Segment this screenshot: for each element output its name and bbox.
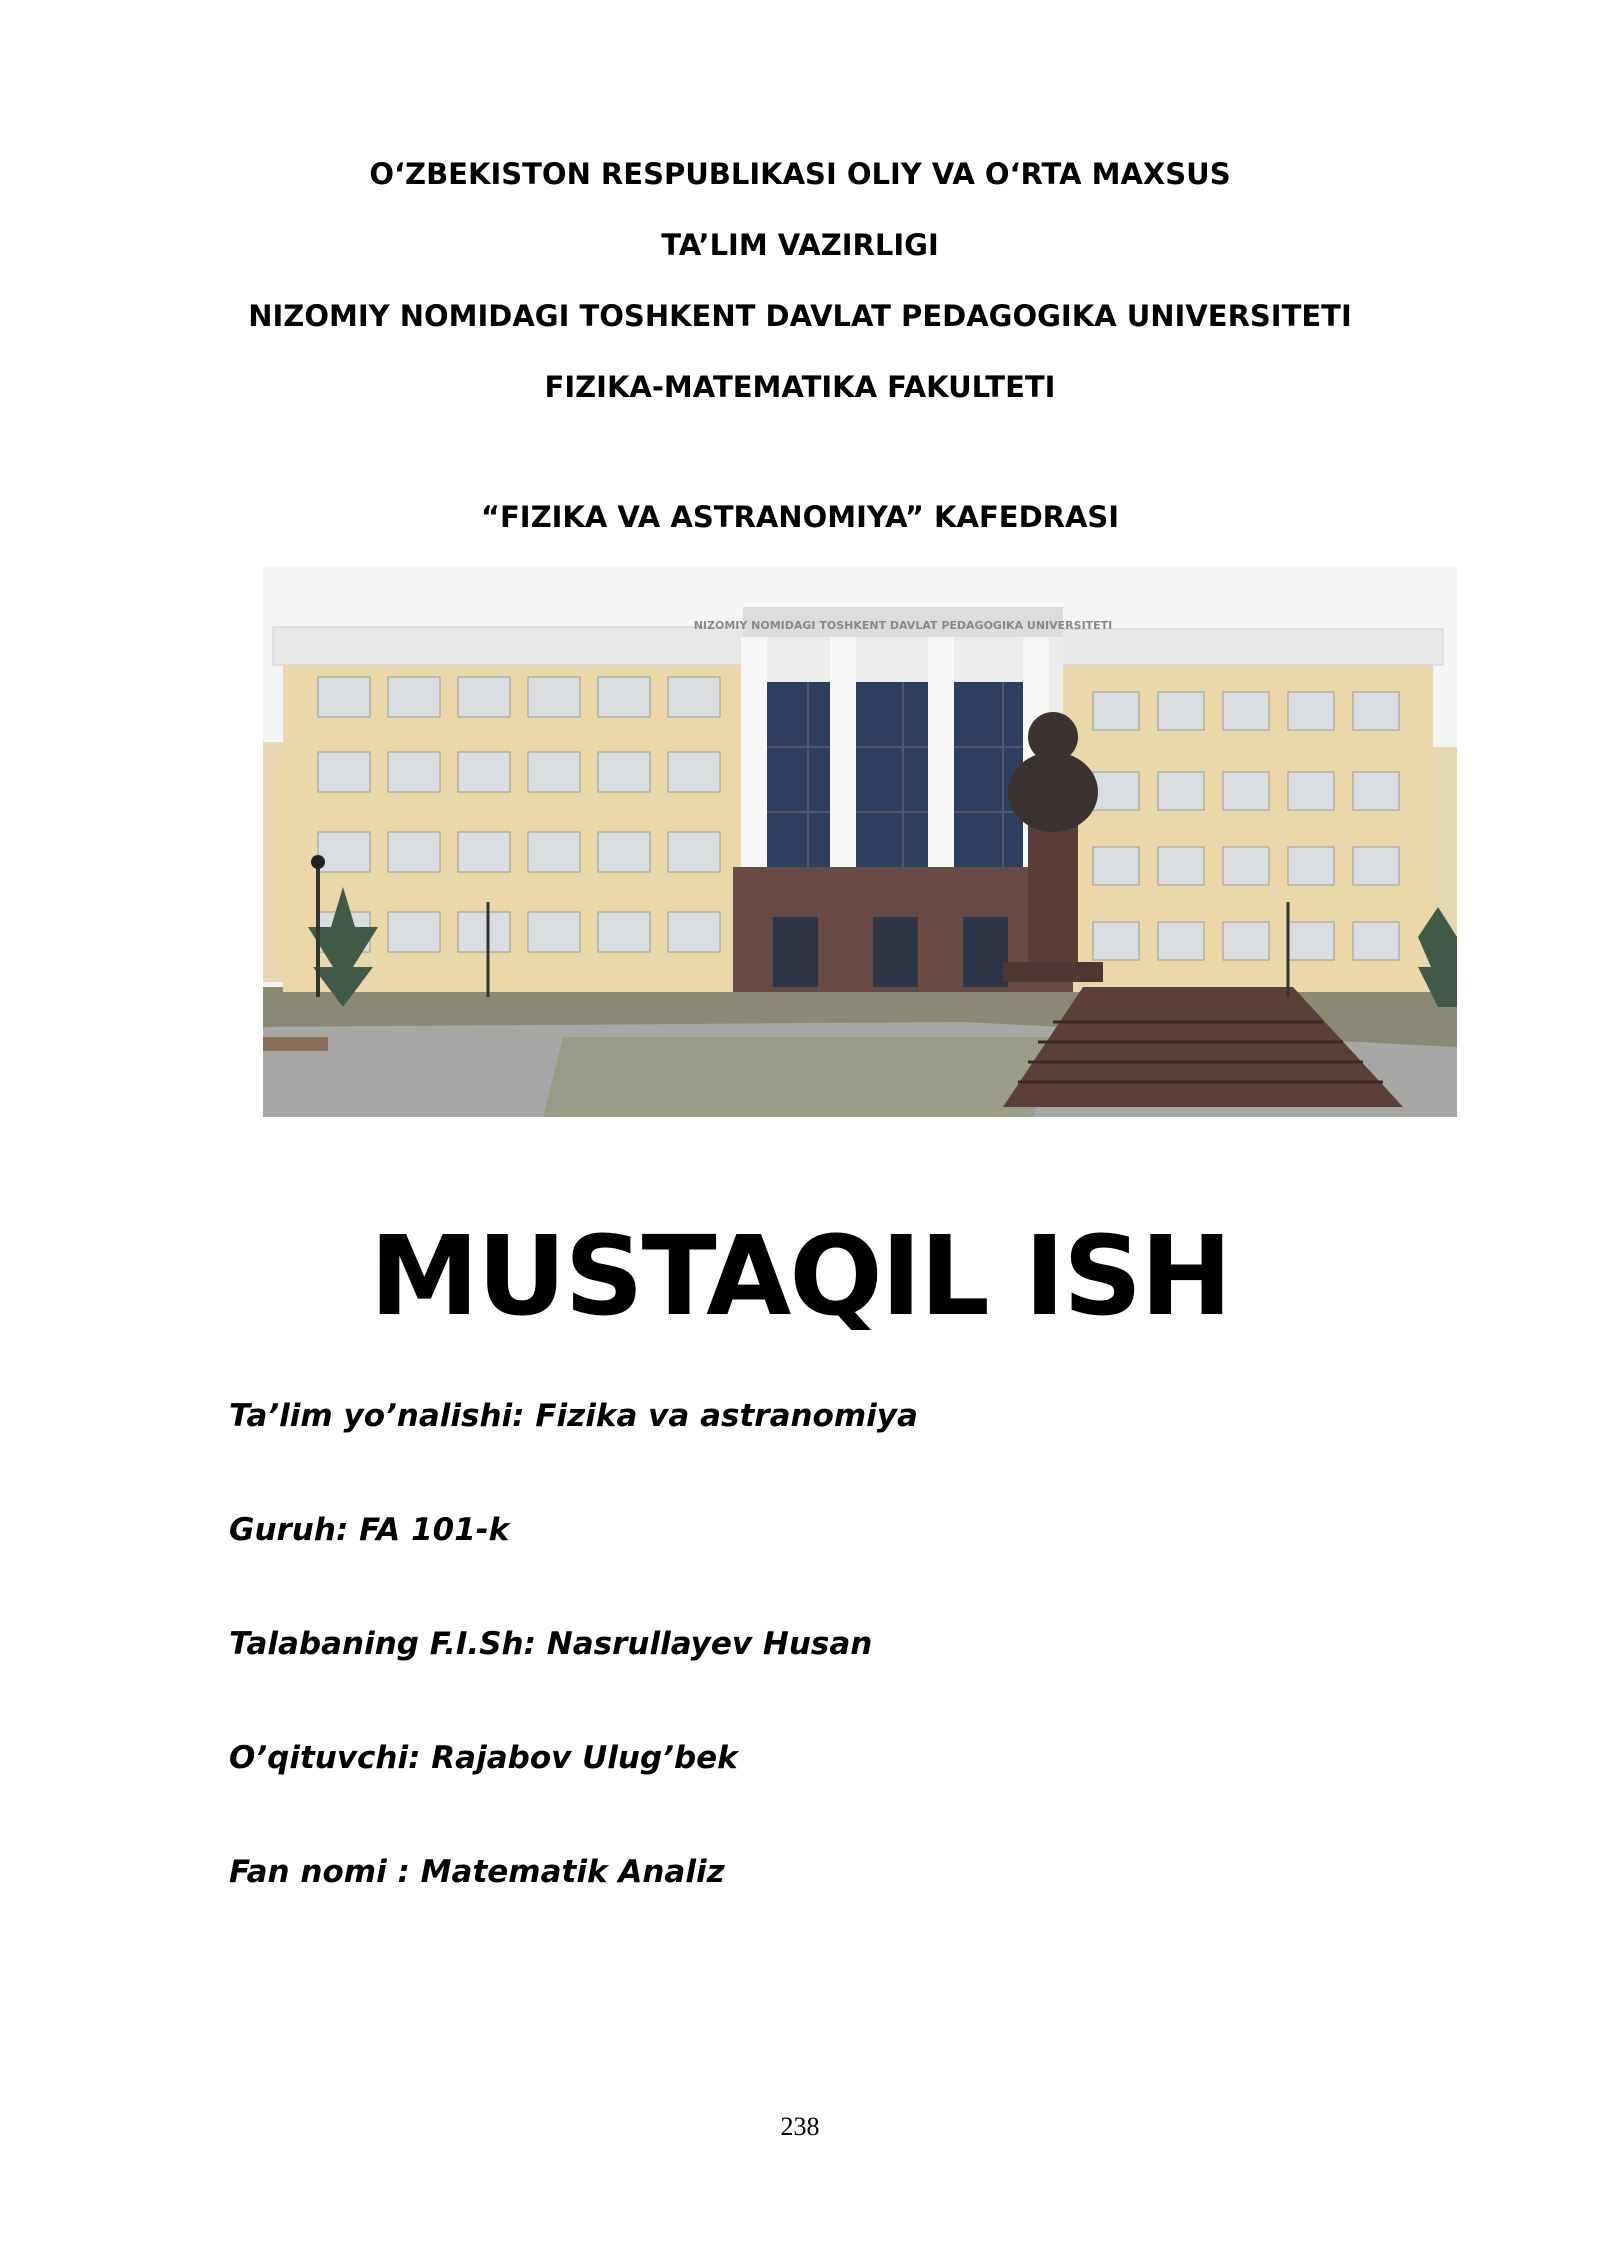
header-university: NIZOMIY NOMIDAGI TOSHKENT DAVLAT PEDAGOGIKA UNIVERSITETI	[248, 299, 1352, 333]
field-group: Guruh: FA 101-k	[229, 1512, 510, 1548]
field-teacher: O’qituvchi: Rajabov Ulug’bek	[229, 1740, 738, 1776]
document-title: MUSTAQIL ISH	[369, 1212, 1231, 1340]
university-building-photo	[263, 567, 1457, 1117]
header-ministry-line1: O‘ZBEKISTON RESPUBLIKASI OLIY VA O‘RTA MAXSUS	[369, 157, 1231, 191]
field-student-name: Talabaning F.I.Sh: Nasrullayev Husan	[229, 1626, 873, 1662]
page-number: 238	[780, 2112, 820, 2141]
building-sign: NIZOMIY NOMIDAGI TOSHKENT DAVLAT PEDAGOGIKA UNIVERSITETI	[693, 619, 1113, 632]
field-study-direction: Ta’lim yo’nalishi: Fizika va astranomiya	[229, 1398, 918, 1434]
header-faculty: FIZIKA-MATEMATIKA FAKULTETI	[544, 370, 1056, 404]
header-department: “FIZIKA VA ASTRANOMIYA” KAFEDRASI	[480, 500, 1120, 534]
header-ministry-line2: TA’LIM VAZIRLIGI	[661, 228, 939, 262]
field-subject: Fan nomi : Matematik Analiz	[229, 1854, 725, 1890]
